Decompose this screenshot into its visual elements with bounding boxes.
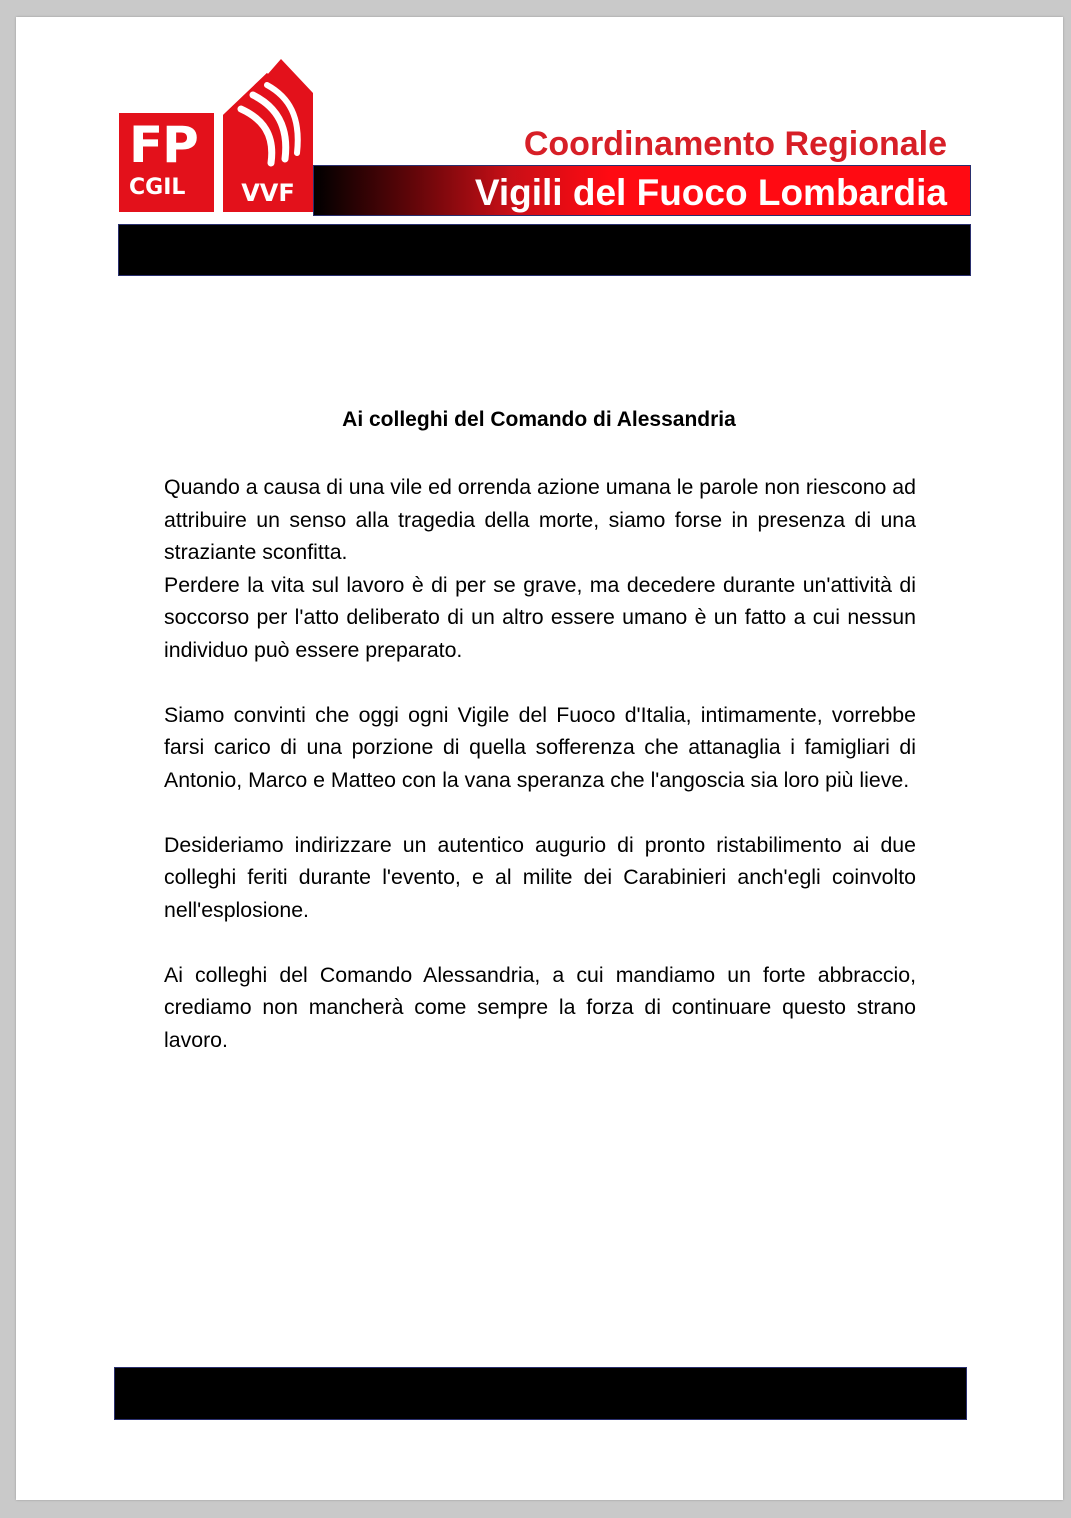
- paragraph: Quando a causa di una vile ed orrenda azione umana le parole non riescono ad attribuire un senso alla tragedia della morte, siamo forse in presenza di una straziante sconfitta.: [164, 475, 916, 564]
- paragraph: Perdere la vita sul lavoro è di per se grave, ma decedere durante un'attività di soccorso per l'atto deliberato di un altro essere umano è un fatto a cui nessun individuo può essere preparato.: [164, 572, 916, 662]
- document-body: [164, 471, 916, 1089]
- vvf-logo-text: VVF: [241, 179, 295, 207]
- document-title: Ai colleghi del Comando di Alessandria: [342, 408, 736, 431]
- paragraph: Desideriamo indirizzare un autentico augurio di pronto ristabilimento ai due colleghi feriti durante l'evento, e al milite dei Carabinieri anch'egli coinvolto nell'esplosione.: [164, 832, 916, 922]
- footer-black-bar: [114, 1367, 967, 1420]
- document-page: [16, 17, 1063, 1500]
- header-subtitle: Coordinamento Regionale: [523, 125, 947, 163]
- vvf-logo: [223, 59, 313, 212]
- paragraph: Siamo convinti che oggi ogni Vigile del Fuoco d'Italia, intimamente, vorrebbe farsi carico di una porzione di quella sofferenza che attanaglia i famigliari di Antonio, Marco e Matteo con la vana speranza che l'angoscia sia loro più lieve.: [164, 702, 916, 792]
- fp-cgil-logo: [119, 113, 214, 212]
- paragraph: Ai colleghi del Comando Alessandria, a cui mandiamo un forte abbraccio, crediamo non mancherà come sempre la forza di continuare questo strano lavoro.: [164, 962, 916, 1052]
- header-black-bar: [118, 224, 971, 276]
- cgil-logo-text: CGIL: [129, 175, 186, 200]
- header-title: Vigili del Fuoco Lombardia: [474, 172, 947, 213]
- fp-logo-text: FP: [129, 116, 198, 174]
